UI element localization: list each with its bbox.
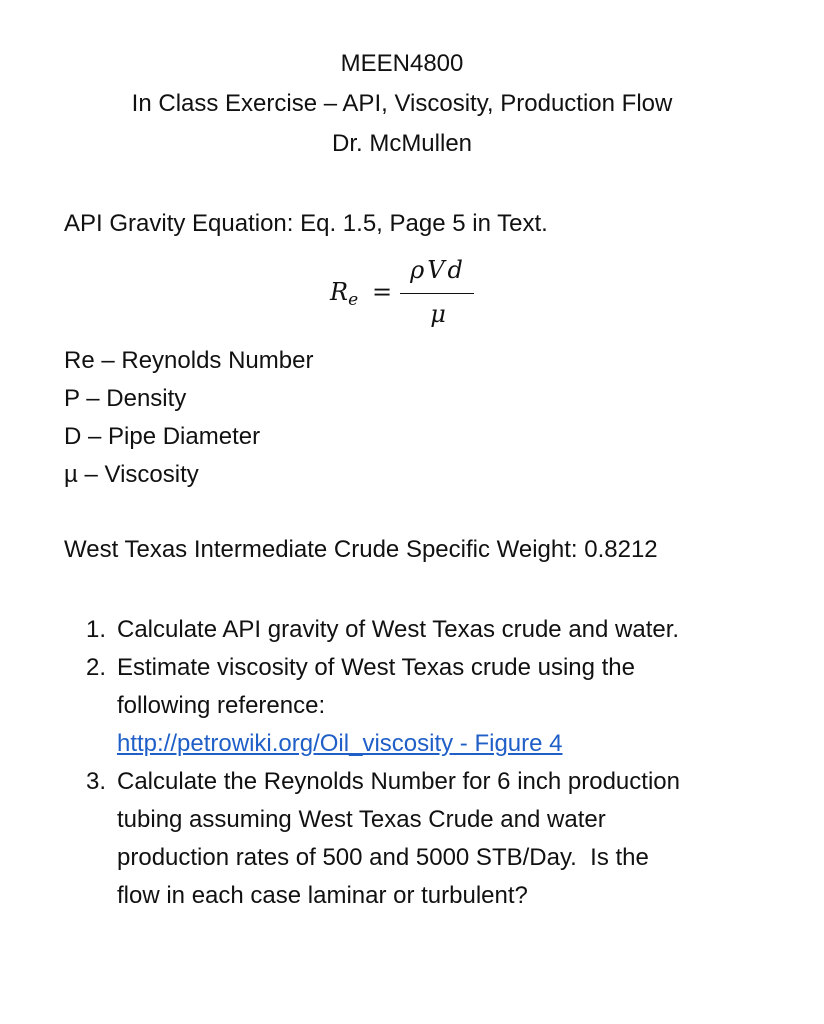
task-text: Calculate the Reynolds Number for 6 inch production <box>117 768 680 795</box>
formula-lhs-subscript: e <box>348 290 359 310</box>
task-text: following reference: <box>117 692 326 719</box>
document-header <box>0 44 804 164</box>
task-text: flow in each case laminar or turbulent? <box>117 882 528 909</box>
task-list <box>86 611 786 915</box>
reynolds-formula <box>330 250 480 340</box>
task-number: 2. <box>86 654 107 681</box>
task-number: 3. <box>86 768 107 795</box>
petrowiki-link[interactable]: http://petrowiki.org/Oil_viscosity - Figure 4 <box>117 730 563 757</box>
task-item-1 <box>86 611 786 649</box>
definition-item: Re – Reynolds Number <box>64 347 314 374</box>
definition-item: µ – Viscosity <box>64 461 199 488</box>
definition-item: D – Pipe Diameter <box>64 423 261 450</box>
task-text: production rates of 500 and 5000 STB/Day. Is the <box>117 844 649 871</box>
definition-item: P – Density <box>64 385 187 412</box>
task-number: 1. <box>86 616 107 643</box>
task-item-2 <box>86 649 786 763</box>
formula-numerator: ρVd <box>410 256 466 284</box>
crude-specific-weight: West Texas Intermediate Crude Specific Weight: 0.8212 <box>64 536 658 563</box>
equation-intro: API Gravity Equation: Eq. 1.5, Page 5 in Text. <box>64 210 548 237</box>
task-text: tubing assuming West Texas Crude and water <box>117 806 606 833</box>
formula-equals: = <box>372 278 393 306</box>
task-text: Estimate viscosity of West Texas crude using the <box>117 654 636 681</box>
exercise-title: In Class Exercise – API, Viscosity, Production Flow <box>131 90 673 117</box>
variable-definitions <box>64 342 313 494</box>
fraction-bar <box>400 293 474 294</box>
formula-denominator: μ <box>430 300 446 328</box>
task-item-3 <box>86 763 786 915</box>
task-text: Calculate API gravity of West Texas crude and water. <box>117 616 680 643</box>
course-code: MEEN4800 <box>340 50 464 77</box>
formula-lhs-symbol: R <box>330 278 349 306</box>
instructor-name: Dr. McMullen <box>331 130 473 157</box>
formula-lhs <box>330 278 358 310</box>
